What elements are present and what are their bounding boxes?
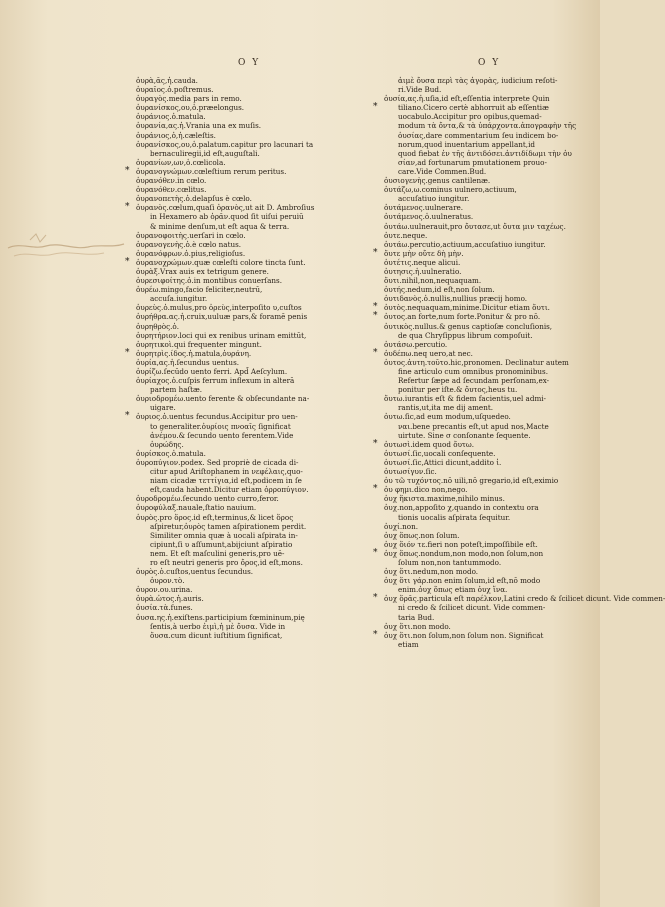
dictionary-line — [384, 167, 598, 176]
dictionary-line — [384, 576, 598, 585]
dictionary-line-text: ὀυχ ὅρᾶς.particula eſt παρέλκον,Latini credo & ſcilicet dicunt. Vide commen- — [384, 594, 665, 604]
dictionary-line — [384, 558, 598, 567]
dictionary-line-text: ὀυτάμενος.ὁ.uulneratus. — [384, 212, 474, 222]
dictionary-line-text: ὀυρανόθεν.in cœlo. — [136, 176, 207, 186]
dictionary-line-text: ὀυρανογνώμων.cœleſtium rerum peritus. — [136, 166, 287, 176]
dictionary-line-text: ὀυροφύλαξ.nauale,ſtatio nauium. — [136, 503, 257, 513]
dictionary-line-text: ὀυριοδρομέω.uento ferente & obſecundante na- — [136, 394, 310, 404]
dictionary-line — [136, 303, 358, 312]
dictionary-line-text: eſt,cauda habent.Dicitur etiam ὀρροπύγιον. — [150, 485, 309, 495]
dictionary-line-text: ὀυρανίσκος,ου,ὁ.præelongus. — [136, 103, 245, 113]
dictionary-line — [136, 340, 358, 349]
dictionary-line-text: ὀυτικὸς.nullus.& genus captioſæ concluſionis, — [384, 321, 553, 331]
dictionary-line — [136, 467, 358, 476]
dictionary-line — [384, 513, 598, 522]
dictionary-line-text: ὀυρὰξ.Vrax auis ex tetrigum genere. — [136, 266, 269, 276]
asterisk-icon: * — [373, 547, 378, 558]
dictionary-line-text: ri.Vide Bud. — [398, 85, 442, 95]
dictionary-line-text: ὀυρον.τὸ. — [150, 576, 185, 586]
dictionary-line-text: ὀυσα.ης.ἡ.exiſtens.participium fœmininum,pię — [136, 612, 305, 622]
dictionary-line — [136, 522, 358, 531]
dictionary-line — [136, 394, 358, 403]
dictionary-line — [384, 267, 598, 276]
dictionary-line — [136, 112, 358, 121]
dictionary-line — [136, 567, 358, 576]
dictionary-line-text: ὀυρεσιφοίτης.ὁ.in montibus conuerſans. — [136, 276, 282, 286]
dictionary-line — [136, 121, 358, 130]
dictionary-line-text: ὀυρίζω.ſecūdo uento ferri. Apd̄ Aeſcylum. — [136, 367, 288, 376]
dictionary-line — [136, 331, 358, 340]
dictionary-line — [136, 576, 358, 585]
dictionary-line-text: ὀυρέω.mingo,facio feliciter,neutrū, — [136, 285, 263, 295]
dictionary-line-text: ὀυτησις.ἡ.uulneratio. — [384, 266, 462, 276]
dictionary-line-text: uigare. — [150, 403, 176, 413]
dictionary-line-text: ro eſt neutri generis pro ὄρος,id eſt,mons. — [150, 557, 303, 567]
dictionary-line — [373, 438, 598, 449]
dictionary-line — [136, 76, 358, 85]
dictionary-line — [136, 449, 358, 458]
dictionary-line — [373, 484, 598, 495]
dictionary-line — [136, 176, 358, 185]
dictionary-line-text: cipiunt,ſi υ aſſumunt,abijciunt aſpiratio — [150, 539, 293, 549]
dictionary-line-text: in Hexamero ab ὁρᾶν.quod ſit uiſui peruiū — [150, 212, 304, 222]
dictionary-line — [384, 231, 598, 240]
dictionary-line — [136, 158, 358, 167]
dictionary-line — [136, 231, 358, 240]
dictionary-line — [136, 103, 358, 112]
dictionary-line — [136, 403, 358, 412]
dictionary-line — [384, 176, 598, 185]
dictionary-line-text: ἀιμὲ ὄυσα περὶ τὰς ἀγορὰς, iudicium reſoti- — [398, 76, 558, 85]
dictionary-line-text: ὀυρανοχρώμων.quæ cœleſti colore tincta ſunt. — [136, 257, 306, 267]
dictionary-line — [125, 347, 358, 358]
dictionary-line — [384, 467, 598, 476]
dictionary-line — [384, 222, 598, 231]
dictionary-line-text: ὀυτάσω.percutio. — [384, 339, 448, 349]
dictionary-line — [373, 247, 598, 258]
dictionary-line-text: ὀυδέπω.neq uero,at nec. — [384, 348, 473, 358]
dictionary-line — [136, 422, 358, 431]
dictionary-line — [384, 203, 598, 212]
dictionary-line — [384, 76, 598, 85]
asterisk-icon: * — [125, 165, 130, 176]
dictionary-line — [384, 340, 598, 349]
dictionary-line-text: ὀυροπύγιον.podex. Sed propriè de cicada di- — [136, 457, 299, 467]
dictionary-line — [136, 603, 358, 612]
dictionary-line — [136, 94, 358, 103]
asterisk-icon: * — [373, 484, 378, 495]
dictionary-line — [384, 240, 598, 249]
dictionary-line — [384, 531, 598, 540]
dictionary-line — [384, 412, 598, 421]
dictionary-line-text: uirtute. Sine σ conſonante ſequente. — [398, 430, 531, 440]
dictionary-line — [136, 458, 358, 467]
dictionary-line-text: ὀυτωσί.ſic,Attici dicunt,addito ἰ. — [384, 457, 502, 467]
dictionary-line-text: ὀυρανία,ας.ἡ.Vrania una ex muſis. — [136, 121, 262, 131]
dictionary-line-text: ὀυσιογενὴς.genus cantilenæ. — [384, 176, 491, 186]
dictionary-line-text: ὀυρίαχος.ὁ.cuſpis ferrum inflexum in alterā — [136, 376, 295, 386]
dictionary-line-text: ὀυρητρὶς.ίδος.ἡ.matula,ὀυράνη. — [136, 348, 252, 358]
dictionary-line — [136, 558, 358, 567]
dictionary-line-text: ἀνέμου.& ſecundo uento ferentem.Vide — [150, 430, 294, 440]
dictionary-line — [384, 503, 598, 512]
dictionary-line — [384, 185, 598, 194]
dictionary-line-text: ὀυρὰ.ὠτος.ἡ.auris. — [136, 594, 204, 604]
dictionary-line — [384, 567, 598, 576]
dictionary-line-text: ὀυραῖος.ὁ.poſtremus. — [136, 85, 214, 95]
dictionary-line-text: uocabulo.Accipitur pro opibus,quemad- — [398, 112, 542, 122]
dictionary-line — [384, 603, 598, 612]
dictionary-line-text: ὀυχ ὅτι.nedum,non modo. — [384, 567, 479, 577]
dictionary-line — [384, 449, 598, 458]
dictionary-line — [384, 131, 598, 140]
dictionary-line-text: tiliano.Cicero certè abhorruit ab eſſentiæ — [398, 103, 549, 113]
dictionary-line — [384, 358, 598, 367]
dictionary-line — [384, 149, 598, 158]
dictionary-line-text: bernaculiregii,id eſt,auguſtali. — [150, 148, 260, 158]
dictionary-line — [125, 411, 358, 422]
dictionary-line — [136, 312, 358, 321]
dictionary-line — [384, 194, 598, 203]
dictionary-line-text: ναι.bene precantis eſt,ut apud nos,Macte — [398, 421, 549, 431]
dictionary-line — [384, 367, 598, 376]
dictionary-line-text: de qua Chryſippus librum compoſuit. — [398, 330, 533, 340]
dictionary-line — [136, 285, 358, 294]
dictionary-line-text: modum τὰ ὄντα,& τὰ ὑπάρχοντα.ἀπογραφὴν τῆς — [398, 121, 577, 131]
dictionary-line — [384, 622, 598, 631]
dictionary-line — [384, 140, 598, 149]
dictionary-line-text: ὄυτι.nihil,non,nequaquam. — [384, 276, 482, 286]
dictionary-line — [136, 222, 358, 231]
dictionary-line — [384, 394, 598, 403]
asterisk-icon: * — [373, 347, 378, 358]
asterisk-icon: * — [125, 202, 130, 213]
dictionary-line — [136, 622, 358, 631]
dictionary-line-text: ὀυρανοπετὴς.ὁ.delapſus è cœlo. — [136, 194, 252, 204]
dictionary-line-text: ὀυτος.an forte,num forte.Ponitur & pro nō. — [384, 312, 541, 322]
running-head-right: O Y — [478, 58, 501, 68]
asterisk-icon: * — [125, 256, 130, 267]
dictionary-line — [136, 149, 358, 158]
dictionary-line-text: ὀυτάζω,ω.cominus uulnero,actiuum, — [384, 185, 517, 195]
dictionary-line-text: ὀυρον.ου.urina. — [136, 585, 193, 595]
dictionary-line — [136, 440, 358, 449]
dictionary-line-text: ὀυράνιος,ὁ,ἡ.cæleſtis. — [136, 130, 216, 140]
dictionary-line — [136, 367, 358, 376]
dictionary-line — [125, 165, 358, 176]
dictionary-line — [384, 585, 598, 594]
dictionary-line-text: ὀυρανὸς.cœlum,quaſi ὁρανὸς,ut ait D. Ambroſius — [136, 203, 315, 213]
dictionary-line-text: ὀυρεὺς.ὁ.mulus,pro ὀρεὺς,interpoſito υ,cuſtos — [136, 303, 302, 313]
dictionary-line — [136, 494, 358, 503]
dictionary-line-text: tionis uocalis aſpirata ſequitur. — [398, 512, 511, 522]
dictionary-line — [384, 276, 598, 285]
dictionary-line-text: ὀυτής.nedum,id eſt,non ſolum. — [384, 285, 495, 295]
dictionary-line-text: ὄυτω.iurantis eſt & fidem facientis,uel admi- — [384, 394, 546, 404]
dictionary-line — [136, 513, 358, 522]
dictionary-line — [384, 94, 598, 103]
dictionary-line — [384, 613, 598, 622]
dictionary-line-text: ὀυ φημι.dico non,nego. — [384, 485, 468, 495]
dictionary-line — [384, 285, 598, 294]
dictionary-line-text: ὀυχ ἥκιστα.maxime,nihilo minus. — [384, 494, 505, 504]
dictionary-line-text: ὀυτάω.percutio,actiuum,accuſatiuo iungitur. — [384, 239, 546, 249]
dictionary-line-text: ὀυρητικοὶ.qui frequenter mingunt. — [136, 339, 262, 349]
dictionary-line-text: ὀυχ ὅπως.non ſolum. — [384, 530, 460, 540]
dictionary-line — [384, 385, 598, 394]
dictionary-line-text: Similiter omnia quæ à uocali aſpirata in- — [150, 530, 298, 540]
dictionary-line — [384, 422, 598, 431]
dictionary-line — [373, 593, 665, 604]
dictionary-line-text: ὀυρὰ,ᾶς,ἡ.cauda. — [136, 76, 198, 85]
dictionary-line-text: to generaliter.ὀυρίοις πνοαῖς ſignificat — [150, 421, 291, 431]
dictionary-line-text: ὀυτω.ſic,ad eum modum,uſquedeo. — [384, 412, 511, 422]
dictionary-line-text: etiam — [398, 639, 419, 649]
dictionary-line-text: ὀυτάω.uulnerauit,pro ὄυτασε,ut ὄυτα μιν ταχέως. — [384, 221, 566, 231]
asterisk-icon: * — [125, 347, 130, 358]
dictionary-line — [384, 458, 598, 467]
dictionary-line — [384, 331, 598, 340]
asterisk-icon: * — [373, 438, 378, 449]
dictionary-line — [136, 194, 358, 203]
asterisk-icon: * — [373, 311, 378, 322]
dictionary-line-text: aſpiretur,ὀυρὸς tamen aſpirationem perdit. — [150, 521, 307, 531]
dictionary-line — [373, 629, 598, 640]
dictionary-line-text: ὀυρανίων,ων,ὁ.cœlicola. — [136, 157, 226, 167]
dictionary-line-text: care.Vide Commen.Bud. — [398, 166, 487, 176]
dictionary-line — [384, 522, 598, 531]
dictionary-line — [136, 240, 358, 249]
asterisk-icon: * — [373, 302, 378, 313]
asterisk-icon: * — [373, 593, 378, 604]
dictionary-line-text: ὀυ τῶ τυχόντος.nō uili,nō gregario,id eſt,eximio — [384, 476, 559, 486]
dictionary-line — [384, 431, 598, 440]
dictionary-line-text: ni credo & ſcilicet dicunt. Vide commen- — [398, 603, 546, 613]
dictionary-line-text: ὀυτὸς.nequaquam,minime.Dicitur etiam ὄυτι. — [384, 303, 550, 313]
dictionary-line-text: ὀυσίας,dare commentarium ſeu indicem bo- — [398, 130, 559, 140]
dictionary-line-text: ὀυρανίσκος,ου,ὁ.palatum.capitur pro lacunari ta — [136, 139, 314, 149]
dictionary-line — [136, 485, 358, 494]
dictionary-line — [373, 102, 598, 113]
dictionary-line-text: ὀυχ ὅτι.non modo. — [384, 621, 451, 631]
left-column — [125, 76, 358, 640]
dictionary-line-text: ὀυρητήριον.loci qui ex renibus urinam emittūt, — [136, 330, 307, 340]
dictionary-line-text: ὀυχ ὅπως.nondum,non modo,non ſolum,non — [384, 548, 544, 558]
dictionary-line — [373, 311, 598, 322]
dictionary-line-text: ὀυχ.non,appoſito χ,quando in contextu ora — [384, 503, 539, 513]
running-head-left: O Y — [238, 58, 261, 68]
dictionary-line-text: ὀυρία,ας.ἡ.ſecundus uentus. — [136, 357, 240, 367]
dictionary-line — [136, 212, 358, 221]
dictionary-line — [136, 322, 358, 331]
dictionary-line-text: ὀυτιδανὸς.ὁ.nullis,nullius præcij homo. — [384, 294, 528, 304]
dictionary-line-text: accuſa.iungitur. — [150, 294, 208, 304]
dictionary-line — [373, 302, 598, 313]
dictionary-line — [384, 112, 598, 121]
dictionary-line — [125, 256, 358, 267]
dictionary-line — [136, 294, 358, 303]
dictionary-line-text: ὀυχ ὅιόν τε.fieri non poteſt,impoſſibile eſt. — [384, 539, 538, 549]
dictionary-line-text: ὀυρανογενὴς.ὁ.è cœlo natus. — [136, 239, 242, 249]
dictionary-line-text: ὀυρήθρα.ας.ἡ.cruix,uuluæ pars,& foramē penis — [136, 312, 308, 322]
dictionary-line — [136, 613, 358, 622]
dictionary-line-text: ὀυχ ὅτι γάρ.non enim ſolum,id eſt,nō modo — [384, 576, 541, 586]
dictionary-line-text: taria Bud. — [398, 612, 435, 622]
asterisk-icon: * — [373, 629, 378, 640]
dictionary-line — [384, 85, 598, 94]
dictionary-line-text: accuſatiuo iungitur. — [398, 194, 470, 204]
asterisk-icon: * — [373, 102, 378, 113]
dictionary-line — [136, 358, 358, 367]
dictionary-line — [384, 476, 598, 485]
dictionary-line — [384, 121, 598, 130]
dictionary-line-text: ὀυρανοφοιτὴς.uerſari in cœlo. — [136, 230, 246, 240]
dictionary-line-text: quod fiebat ἐν τῆς ἀντιδόσει.ἀντιδίδωμι τὴν ὀυ — [398, 148, 572, 158]
dictionary-line — [384, 640, 598, 649]
dictionary-line — [136, 431, 358, 440]
dictionary-line-text: citur apud Ariſtophanem in νεφέλαις,quo- — [150, 467, 303, 477]
dictionary-line — [384, 294, 598, 303]
dictionary-line-text: niam cicadæ τεττίγια,id eſt,podicem in ſe — [150, 476, 302, 486]
dictionary-line-text: ſolum non,non tantummodo. — [398, 557, 502, 567]
dictionary-line — [384, 212, 598, 221]
dictionary-line — [384, 494, 598, 503]
dictionary-line-text: ὀυροδρομέω.ſecundo uento curro,feror. — [136, 494, 279, 504]
dictionary-line-text: rantis,ut,ita me dij ament. — [398, 403, 493, 413]
dictionary-line-text: ὀυτωσί.ſic,uocali conſequente. — [384, 448, 496, 458]
dictionary-line-text: ſentis,à uerbo ἐιμὶ,ἡ μὲ ὄυσα. Vide in — [150, 621, 286, 631]
dictionary-line-text: ὀυραγὸς.media pars in remo. — [136, 94, 242, 104]
dictionary-line — [136, 267, 358, 276]
dictionary-line-text: ὄυσα.cum dicunt iuſtitium ſignificat, — [150, 630, 283, 640]
dictionary-line — [136, 549, 358, 558]
dictionary-line-text: ὀυρανόθεν.cœlitus. — [136, 185, 207, 195]
dictionary-line-text: ὀυχ ὅτι.non ſolum,non ſolum non. Significat — [384, 630, 544, 640]
dictionary-line-text: ὀυρὸς.pro ὅρος.id eſt,terminus,& licet ὅρος — [136, 512, 294, 522]
dictionary-line — [136, 185, 358, 194]
dictionary-line — [136, 503, 358, 512]
dictionary-line — [136, 249, 358, 258]
dictionary-line — [136, 476, 358, 485]
dictionary-line-text: enim.ὀυχ ὅπως etiam ὀυχ ἵνα. — [398, 585, 508, 595]
dictionary-line-text: σίαν,ad fortunarum pmutationem prouo- — [398, 157, 547, 167]
dictionary-line — [136, 631, 358, 640]
dictionary-line — [125, 202, 358, 213]
dictionary-line — [136, 140, 358, 149]
asterisk-icon: * — [373, 247, 378, 258]
dictionary-line — [384, 376, 598, 385]
dictionary-line-text: ὀυτος.ἀυτη.τοῦτο.hic,pronomen. Declinatur autem — [384, 357, 569, 367]
dictionary-line-text: ὀυριος.ὁ.uentus fecundus.Accipitur pro uen- — [136, 412, 298, 422]
dictionary-line-text: nem. Et eſt maſculini generis,pro uē- — [150, 548, 285, 558]
dictionary-line-text: ὀυτωσὶ.idem quod ὄυτω. — [384, 439, 475, 449]
dictionary-line — [136, 376, 358, 385]
dictionary-line-text: ὀυρίσκος.ὁ.matula. — [136, 448, 206, 458]
dictionary-line-text: ὀυτέτις.neque alicui. — [384, 257, 461, 267]
dictionary-line-text: ὀυσία,ας.ἡ.uſia,id eſt,eſſentia interprete Quin — [384, 94, 550, 104]
dictionary-line-text: norum,quod inuentarium appellant,id — [398, 139, 535, 149]
dictionary-line-text: partem haſtæ. — [150, 385, 203, 395]
dictionary-line-text: ὀυρανόφρων.ὁ.pius,religioſus. — [136, 248, 246, 258]
dictionary-line-text: ὀυτε.neque. — [384, 230, 428, 240]
dictionary-line — [384, 540, 598, 549]
dictionary-line-text: & minime denſum,ut eſt aqua & terra. — [150, 221, 290, 231]
dictionary-line-text: ὀυρώδης. — [150, 439, 184, 449]
dictionary-line — [136, 594, 358, 603]
dictionary-line — [136, 531, 358, 540]
dictionary-line-text: ὀυχί.non. — [384, 521, 419, 531]
dictionary-line — [373, 547, 598, 558]
dictionary-line-text: ὀυτάμενος.uulnerare. — [384, 203, 464, 213]
dictionary-line-text: fine articulo cum omnibus pronominibus. — [398, 367, 549, 376]
right-column — [373, 76, 665, 649]
dictionary-line — [384, 158, 598, 167]
dictionary-line — [136, 131, 358, 140]
dictionary-line-text: ὀυρὸς.ὁ.cuſtos,uentus ſecundus. — [136, 567, 254, 577]
dictionary-line — [373, 347, 598, 358]
dictionary-line — [136, 85, 358, 94]
dictionary-line-text: ὀυσία.τὰ.funes. — [136, 603, 193, 613]
dictionary-line-text: Refertur ſæpe ad ſecundam perſonam,ex- — [398, 376, 550, 386]
dictionary-line-text: ὀυράνιος.ὁ.matula. — [136, 112, 206, 122]
dictionary-line — [136, 385, 358, 394]
dictionary-line — [384, 258, 598, 267]
dictionary-line-text: ὄυτε μὴν οὔτε δὴ μὴν. — [384, 248, 464, 258]
dictionary-line-text: ὀυτωσίγυν.ſic. — [384, 467, 437, 477]
dictionary-line — [384, 322, 598, 331]
dictionary-line-text: ponitur per iſte.& ὄυτος,heus tu. — [398, 385, 518, 395]
asterisk-icon: * — [125, 411, 130, 422]
dictionary-line-text: ὀυρηθρὸς.ὁ. — [136, 321, 180, 331]
dictionary-line — [136, 276, 358, 285]
dictionary-line — [384, 403, 598, 412]
dictionary-line — [136, 585, 358, 594]
margin-manicule-icon — [0, 220, 130, 280]
dictionary-line — [136, 540, 358, 549]
